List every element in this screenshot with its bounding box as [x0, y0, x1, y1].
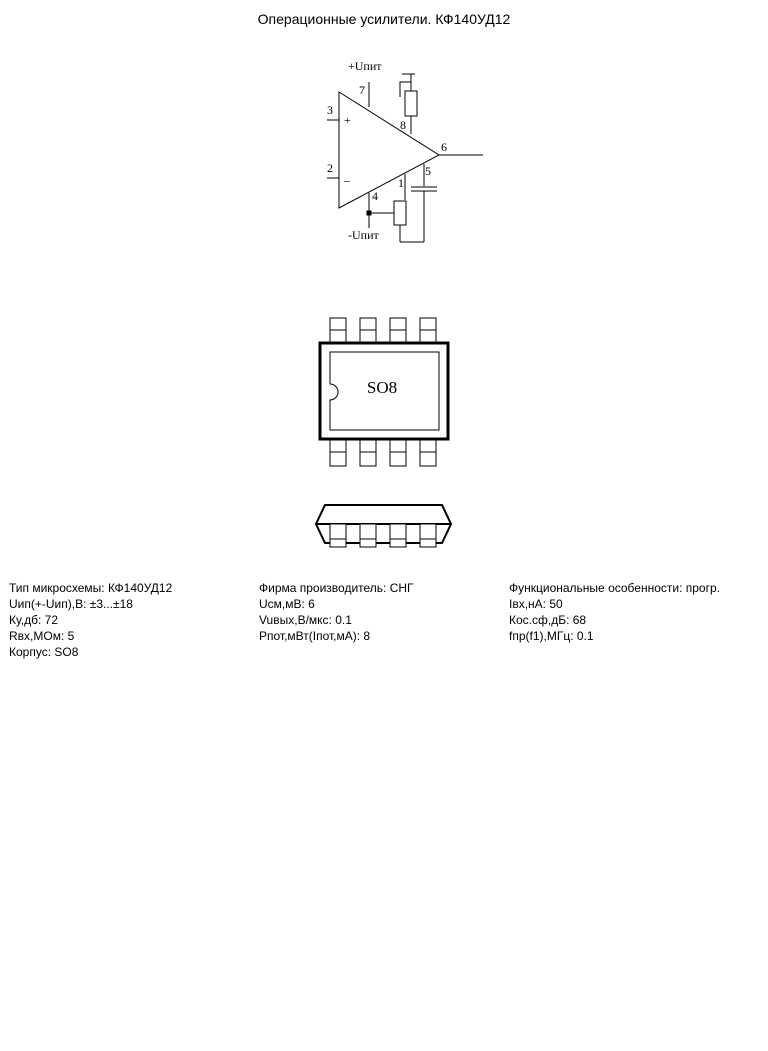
spec-input-current: Iвх,нА: 50	[509, 597, 563, 611]
spec-package: Корпус: SO8	[9, 645, 79, 659]
top-leads	[330, 318, 436, 342]
spec-bandwidth: fпр(f1),МГц: 0.1	[509, 629, 594, 643]
minus-sign: –	[344, 173, 350, 187]
package-side-view	[316, 505, 451, 547]
pin-6-label: 6	[441, 140, 447, 154]
plus-sign: +	[344, 113, 351, 127]
trim-resistor-bottom	[394, 201, 406, 225]
page-title: Операционные усилители. КФ140УД12	[257, 11, 511, 27]
pin-1-label: 1	[398, 176, 404, 190]
pin-2-label: 2	[327, 161, 333, 175]
spec-manufacturer: Фирма производитель: СНГ	[259, 581, 414, 595]
schematic-labels	[327, 59, 447, 242]
spec-gain: Ку,дб: 72	[9, 613, 59, 627]
bottom-leads	[330, 440, 436, 466]
trim-resistor-top	[405, 91, 417, 116]
spec-offset-voltage: Uсм,мВ: 6	[259, 597, 315, 611]
opamp-schematic	[327, 74, 483, 242]
pin-8-label: 8	[400, 118, 406, 132]
spec-cmrr: Кос.сф,дБ: 68	[509, 613, 587, 627]
supply-neg-label: -Uпит	[348, 228, 379, 242]
supply-pos-label: +Uпит	[348, 59, 382, 73]
package-label: SO8	[366, 378, 398, 397]
spec-input-resistance: Rвх,МОм: 5	[9, 629, 75, 643]
spec-power: Pпот,мВт(Iпот,мА): 8	[259, 629, 371, 643]
pin-3-label: 3	[327, 103, 333, 117]
spec-supply: Uип(+-Uип),В: ±3...±18	[9, 597, 133, 611]
pin-7-label: 7	[359, 83, 365, 97]
pin-5-label: 5	[425, 164, 431, 178]
pin-4-label: 4	[372, 189, 378, 203]
spec-features: Функциональные особенности: прогр.	[509, 581, 720, 595]
spec-slew-rate: Vuвых,В/мкс: 0.1	[259, 613, 352, 627]
spec-type: Тип микросхемы: КФ140УД12	[9, 581, 173, 595]
